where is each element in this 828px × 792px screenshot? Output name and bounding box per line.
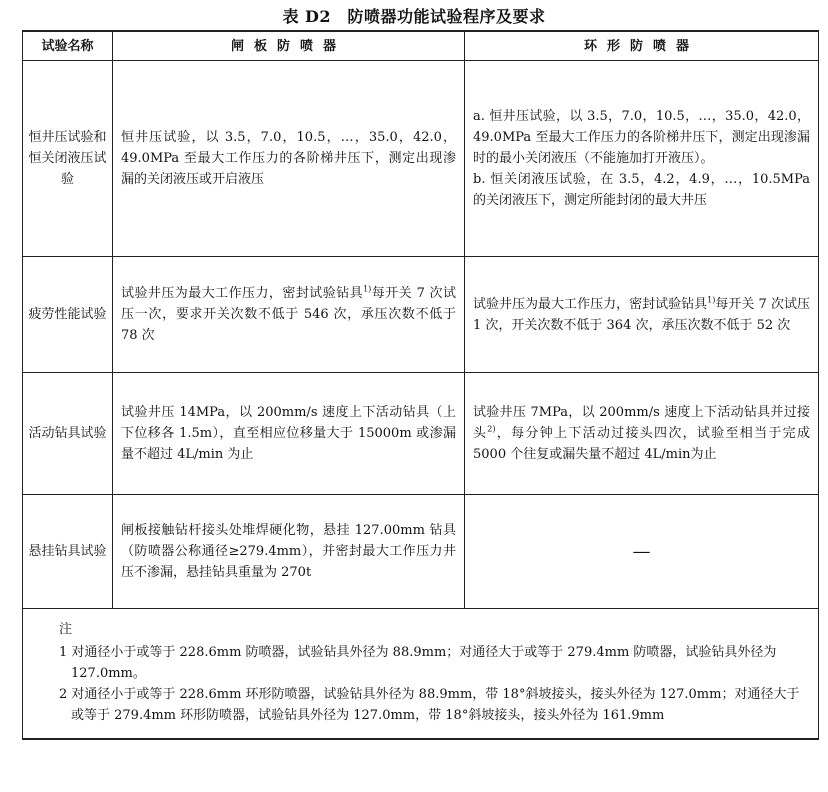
cell-text: 每开关 7 次试压 1 次，开关次数不低于 364 次，承压次数不低于 52 次: [473, 296, 810, 333]
test-procedure-table: [22, 30, 819, 740]
cell-text: 试验井压为最大工作压力，密封试验钻具: [121, 286, 364, 301]
header-row: [23, 31, 819, 61]
annular-bop-cell: [465, 373, 819, 495]
cell-text: 试验井压为最大工作压力，密封试验钻具: [473, 296, 708, 312]
table-row: [23, 61, 819, 257]
test-name-cell: 活动钻具试验: [23, 373, 113, 495]
annular-item-b: b. 恒关闭液压试验，在 3.5，4.2，4.9，…，10.5MPa 的关闭液压下，测定所能封闭的最大井压: [473, 172, 810, 208]
notes-cell: [23, 609, 819, 740]
note-item: 2 对通径小于或等于 228.6mm 环形防喷器，试验钻具外径为 88.9mm，带 18°斜坡接头，接头外径为 127.0mm；对通径大于或等于 279.4mm 环形防喷器，试验钻具外径为 127.0mm，带 18°斜坡接头，接头外径为 161.9mm: [59, 687, 800, 723]
note-item: 1 对通径小于或等于 228.6mm 防喷器，试验钻具外径为 88.9mm；对通径大于或等于 279.4mm 防喷器，试验钻具外径为 127.0mm。: [59, 645, 777, 681]
header-test-name: 试验名称: [23, 31, 113, 61]
test-name-cell: 疲劳性能试验: [23, 257, 113, 373]
annular-item-a: a. 恒井压试验，以 3.5，7.0，10.5，…，35.0，42.0，49.0MPa 至最大工作压力的各阶梯井压下，测定出现渗漏时的最小关闭液压（不能施加打开液压）。: [473, 109, 810, 166]
footnote-ref: 2): [487, 424, 496, 434]
test-name-cell: 恒井压试验和恒关闭液压试验: [23, 61, 113, 257]
gate-bop-cell: 试验井压 14MPa，以 200mm/s 速度上下活动钻具（上下位移各 1.5m），直至相应位移量大于 15000m 或渗漏量不超过 4L/min 为止: [113, 373, 465, 495]
footnote-ref: 1): [707, 295, 716, 305]
header-gate-bop: 闸板防喷器: [113, 31, 465, 61]
table-title: 表 D2 防喷器功能试验程序及要求: [282, 7, 546, 26]
table-row: [23, 257, 819, 373]
gate-bop-cell: 闸板接触钻杆接头处堆焊硬化物，悬挂 127.00mm 钻具（防喷器公称通径≥279.4mm），并密封最大工作压力井压不渗漏，悬挂钻具重量为 270t: [113, 495, 465, 609]
table-row: [23, 373, 819, 495]
cell-text: 试验井压 7MPa，以 200mm/s 速度上下活动钻具并过接头: [473, 405, 810, 441]
annular-bop-cell: [465, 61, 819, 257]
notes-row: [23, 609, 819, 740]
cell-text: ，每分钟上下活动过接头四次，试验至相当于完成 5000 个往复或漏失量不超过 4L/min为止: [473, 426, 810, 462]
gate-bop-cell: 恒井压试验，以 3.5，7.0，10.5，…，35.0，42.0，49.0MPa 至最大工作压力的各阶梯井压下，测定出现渗漏的关闭液压或开启液压: [113, 61, 465, 257]
gate-bop-cell: [113, 257, 465, 373]
notes-heading: 注: [59, 622, 73, 637]
cell-text: 每开关 7 次试压一次，要求开关次数不低于 546 次，承压次数不低于 78 次: [121, 286, 456, 343]
test-name-cell: 悬挂钻具试验: [23, 495, 113, 609]
annular-bop-cell: [465, 257, 819, 373]
table-row: [23, 495, 819, 609]
footnote-ref: 1): [363, 284, 372, 294]
annular-bop-cell: —: [465, 495, 819, 609]
header-annular-bop: 环形防喷器: [465, 31, 819, 61]
